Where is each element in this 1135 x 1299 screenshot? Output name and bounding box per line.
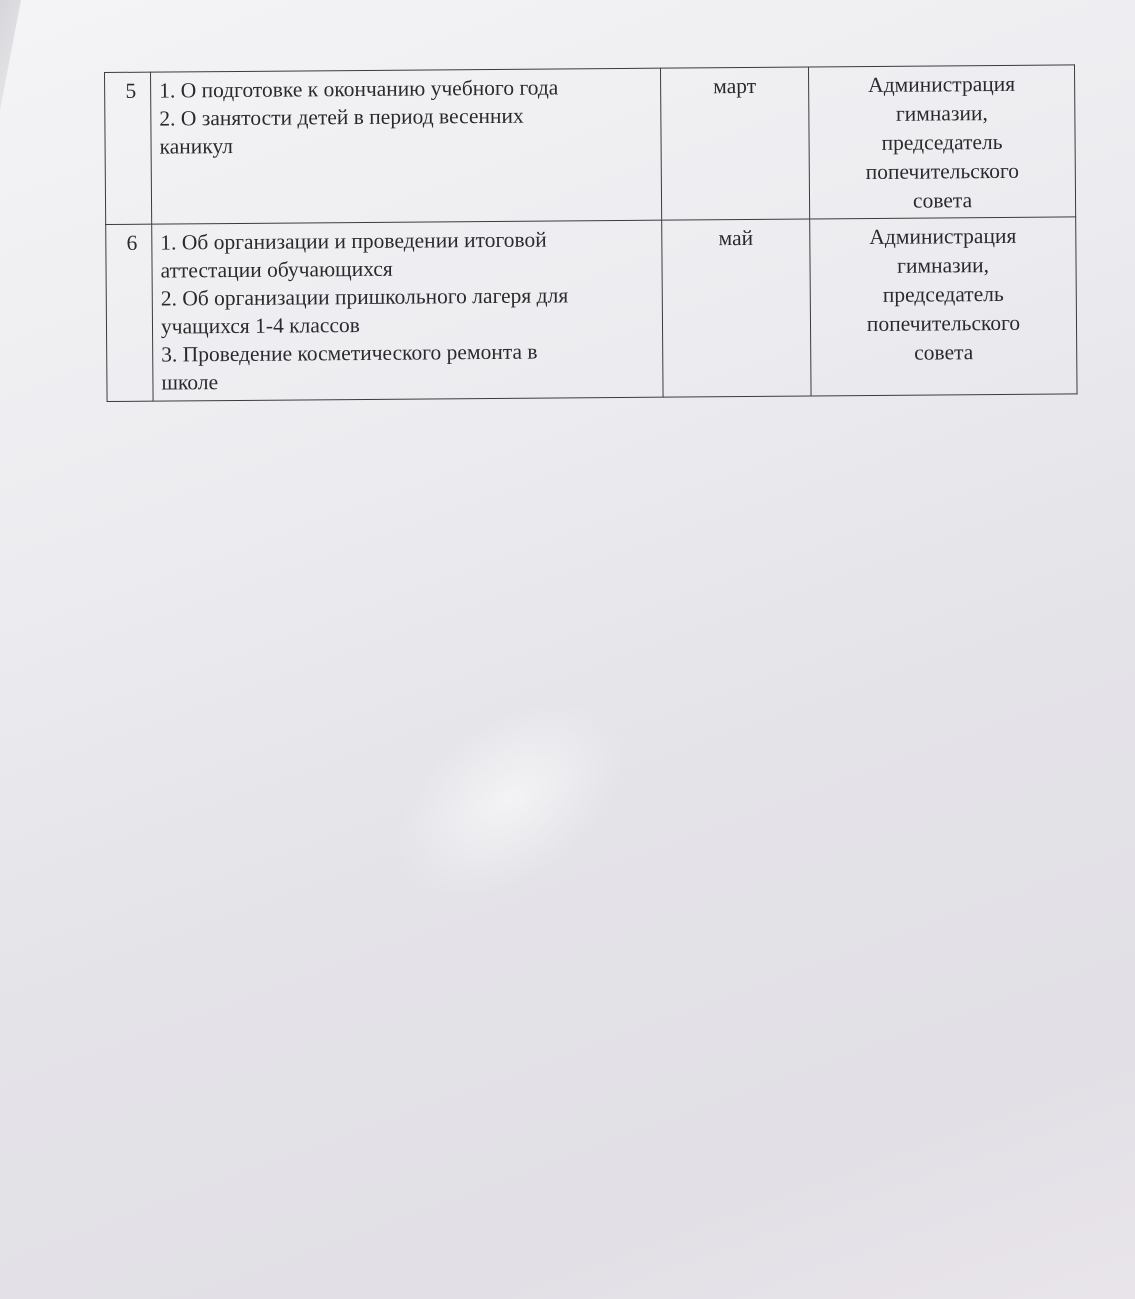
month-cell: май xyxy=(662,219,811,397)
agenda-topics xyxy=(152,220,663,401)
topic-line: 3. Проведение косметического ремонта в xyxy=(161,339,538,367)
row-number: 5 xyxy=(105,72,152,224)
responsible-line: совета xyxy=(912,188,973,213)
document-table-container xyxy=(104,64,1077,402)
row-number: 6 xyxy=(106,224,153,401)
responsible-cell xyxy=(810,217,1077,396)
table-row xyxy=(106,217,1077,402)
responsible-line: Администрация xyxy=(868,71,1016,97)
responsible-line: гимназии, xyxy=(897,253,990,278)
responsible-line: председатель xyxy=(881,129,1003,155)
responsible-cell xyxy=(808,65,1075,219)
topic-line: 1. Об организации и проведении итоговой xyxy=(160,227,547,255)
responsible-line: гимназии, xyxy=(895,101,988,126)
meeting-plan-table xyxy=(104,64,1078,402)
topic-line: школе xyxy=(161,370,219,395)
topic-line: 2. О занятости детей в период весенних xyxy=(159,103,524,131)
responsible-line: совета xyxy=(914,340,974,365)
responsible-line: попечительского xyxy=(865,158,1020,185)
light-glare xyxy=(358,660,663,940)
topic-line: 1. О подготовке к окончанию учебного года xyxy=(159,75,559,103)
topic-line: учащихся 1-4 классов xyxy=(160,312,360,339)
topic-line: 2. Об организации пришкольного лагеря для xyxy=(160,283,569,311)
topic-line: аттестации обучающихся xyxy=(160,256,393,283)
paper-edge xyxy=(0,0,60,110)
responsible-line: Администрация xyxy=(869,223,1017,249)
month-cell: март xyxy=(660,67,809,220)
topic-line: каникул xyxy=(159,133,234,159)
responsible-line: председатель xyxy=(882,281,1004,307)
agenda-topics xyxy=(151,68,662,224)
responsible-line: попечительского xyxy=(866,310,1021,337)
table-row xyxy=(105,65,1076,225)
